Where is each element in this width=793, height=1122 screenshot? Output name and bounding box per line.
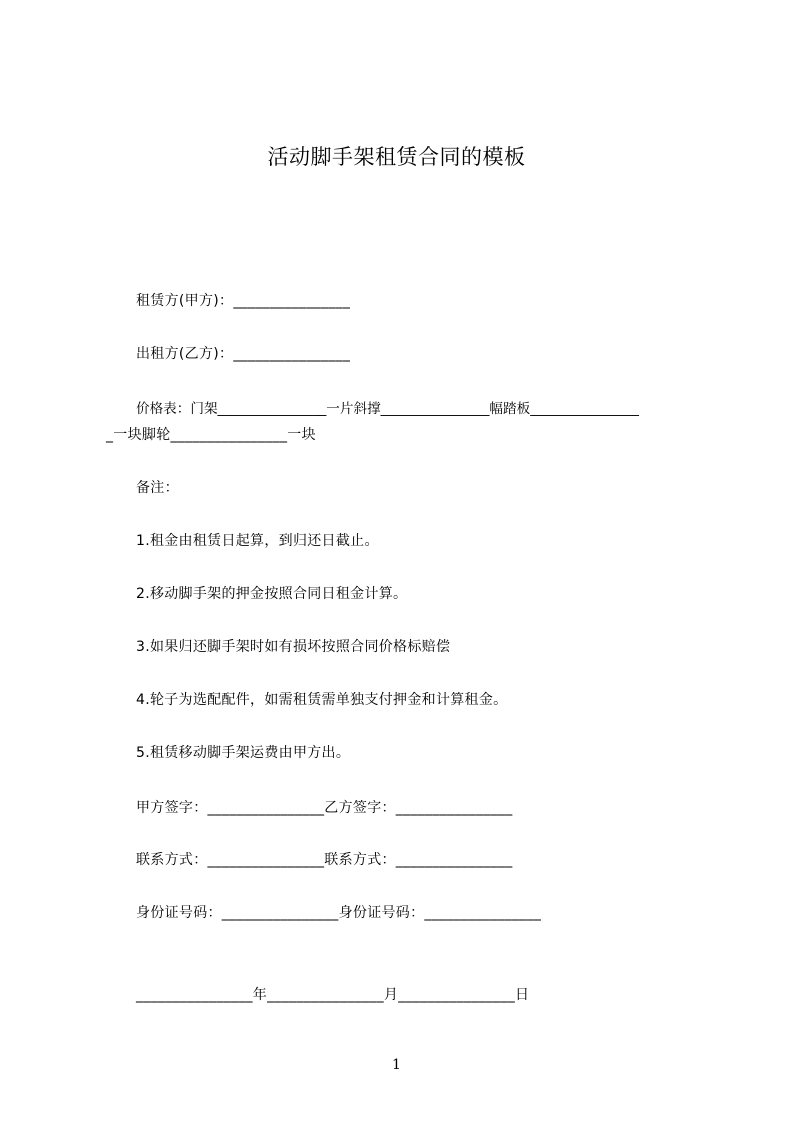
note-item-2: 2.移动脚手架的押金按照合同日租金计算。 — [136, 586, 408, 602]
id-number-line: 身份证号码：________________身份证号码：________________ — [136, 905, 542, 921]
note-item-3: 3.如果归还脚手架时如有损坏按照合同价格标赔偿 — [136, 639, 451, 655]
date-line: ________________年________________月________________日 — [136, 987, 530, 1003]
signature-line: 甲方签字：________________乙方签字：________________ — [136, 800, 513, 816]
lessee-line: 出租方(乙方)：________________ — [136, 346, 351, 362]
contact-line: 联系方式：________________联系方式：________________ — [136, 852, 513, 868]
notes-heading: 备注： — [136, 480, 179, 496]
price-table-line-2: _一块脚轮________________一块 — [106, 427, 316, 443]
lessor-line: 租赁方(甲方)：________________ — [136, 293, 351, 309]
page-number: 1 — [392, 1057, 401, 1073]
note-item-4: 4.轮子为选配配件，如需租赁需单独支付押金和计算租金。 — [136, 692, 508, 708]
note-item-5: 5.租赁移动脚手架运费由甲方出。 — [136, 745, 351, 761]
price-table-line-1: 价格表：门架________________一片斜撑________________幅踏板________________ — [136, 401, 639, 417]
note-item-1: 1.租金由租赁日起算，到归还日截止。 — [136, 533, 379, 549]
document-title: 活动脚手架租赁合同的模板 — [267, 145, 526, 169]
